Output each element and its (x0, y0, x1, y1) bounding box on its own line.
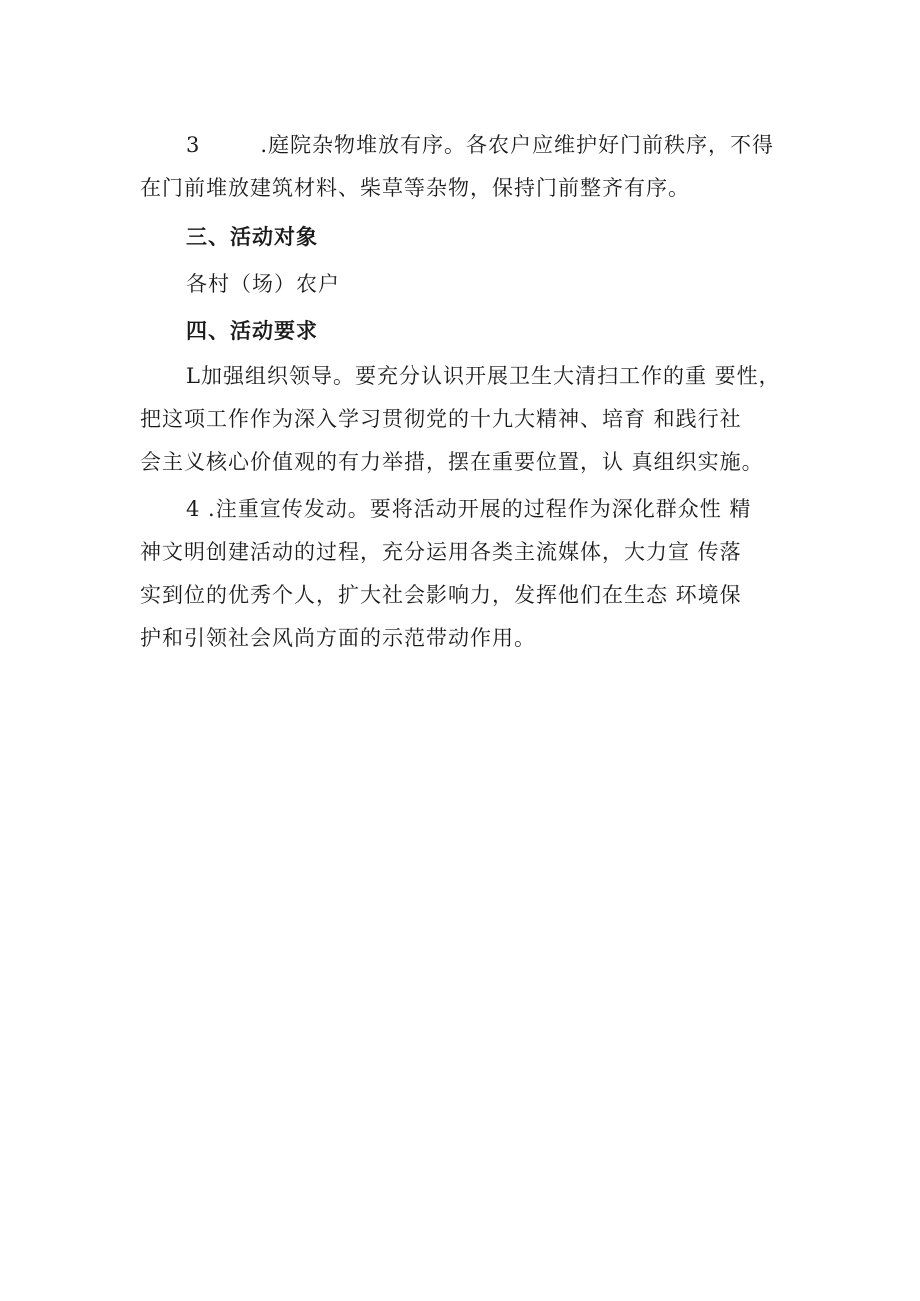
item-number: 3 (186, 133, 201, 157)
requirement-2-line-1: 4 .注重宣传发动。要将活动开展的过程作为深化群众性 精 (186, 497, 752, 521)
requirement-1-line-1: L加强组织领导。要充分认识开展卫生大清扫工作的重 要性， (186, 364, 781, 388)
item-text: .庭院杂物堆放有序。各农户应维护好门前秩序，不得 (260, 133, 775, 157)
requirement-2-line-3: 实到位的优秀个人，扩大社会影响力，发挥他们在生态 环境保 (140, 583, 742, 607)
paragraph-courtyard-line-1 (140, 124, 800, 167)
requirement-2-line-4: 护和引领社会风尚方面的示范带动作用。 (140, 626, 536, 650)
paragraph-courtyard-line-2: 在门前堆放建筑材料、柴草等杂物，保持门前整齐有序。 (140, 176, 690, 200)
requirement-1-line-2: 把这项工作作为深入学习贯彻党的十九大精神、培育 和践行社 (140, 407, 742, 431)
requirement-2-line-2: 神文明创建活动的过程，充分运用各类主流媒体，大力宣 传落 (140, 540, 742, 564)
requirement-1-line-3: 会主义核心价值观的有力举措，摆在重要位置，认 真组织实施。 (140, 450, 764, 474)
section-heading-activity-objects: 三、活动对象 (186, 225, 318, 249)
document-body (140, 124, 800, 660)
section-heading-activity-requirements: 四、活动要求 (186, 319, 318, 343)
activity-objects-text: 各村（场）农户 (186, 272, 340, 296)
